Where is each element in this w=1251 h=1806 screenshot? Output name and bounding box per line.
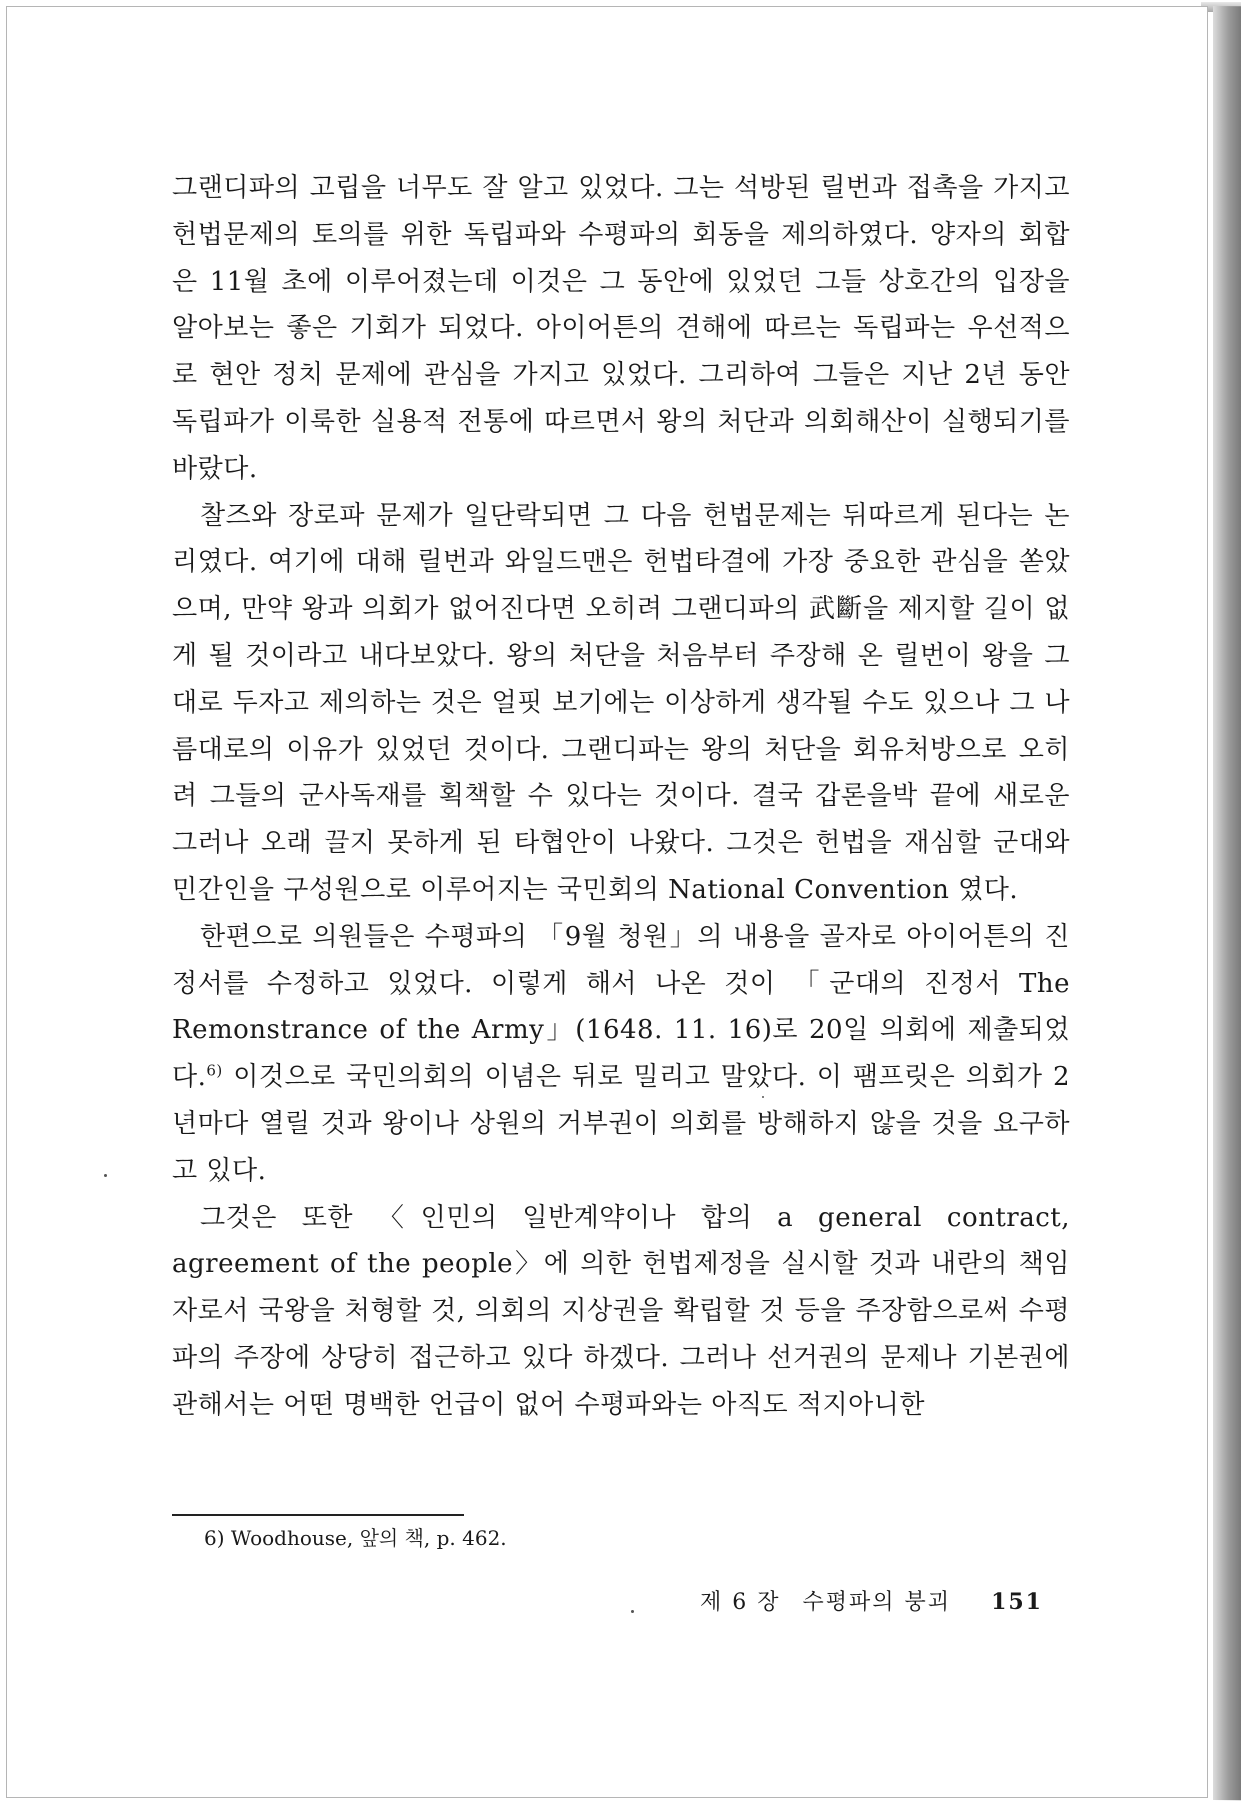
chapter-label: 제 6 장 xyxy=(700,1590,781,1615)
paragraph-3-text-after: 이것으로 국민의회의 이념은 뒤로 밀리고 말았다. 이 팸프릿은 의회가 2년마다 열릴 것과 왕이나 상원의 거부권이 의회를 방해하지 않을 것을 요구하고 있다. xyxy=(172,1062,1070,1186)
chapter-title: 수평파의 붕괴 xyxy=(802,1590,952,1615)
footnote-divider xyxy=(172,1514,464,1516)
scan-speck xyxy=(104,1174,107,1177)
paragraph-3 xyxy=(172,914,1070,1195)
running-footer xyxy=(700,1587,1043,1618)
footnote-reference[interactable]: 6) xyxy=(206,1061,223,1080)
paragraph-4: 그것은 또한 〈인민의 일반계약이나 합의 a general contract, agreement of the people〉에 의한 헌법제정을 실시할 것과 내란의 책임자로서 국왕을 처형할 것, 의회의 지상권을 확립할 것 등을 주장함으로써 수평파의 주장에 상당히 접근하고 있다 하겠다. 그러나 선거권의 문제나 기본권에 관해서는 어떤 명백한 언급이 없어 수평파와는 아직도 적지아니한 xyxy=(172,1202,1070,1420)
scan-speck xyxy=(762,1096,764,1098)
paragraph-1: 그랜디파의 고립을 너무도 잘 알고 있었다. 그는 석방된 릴번과 접촉을 가지고 헌법문제의 토의를 위한 독립파와 수평파의 회동을 제의하였다. 양자의 회합은 11월 초에 이루어졌는데 이것은 그 동안에 있었던 그들 상호간의 입장을 알아보는 좋은 기회가 되었다. 아이어튼의 견해에 따르는 독립파는 우선적으로 현안 정치 문제에 관심을 가지고 있었다. 그리하여 그들은 지난 2년 동안 독립파가 이룩한 실용적 전통에 따르면서 왕의 처단과 의회해산이 실행되기를 바랐다. xyxy=(172,173,1070,484)
page-number: 151 xyxy=(991,1589,1043,1615)
body-text xyxy=(172,165,1070,1429)
footnote-6: 6) Woodhouse, 앞의 책, p. 462. xyxy=(204,1526,507,1550)
paragraph-3-text: 한편으로 의원들은 수평파의 「9월 청원」의 내용을 골자로 아이어튼의 진정서를 수정하고 있었다. 이렇게 해서 나온 것이 「군대의 진정서 The Remonstrance of the Army」(1648. 11. 16)로 20일 의회에 제출되었다. xyxy=(172,921,1070,1093)
scan-speck xyxy=(631,1610,634,1613)
page-edge-shadow xyxy=(1213,6,1241,1800)
paragraph-2: 찰즈와 장로파 문제가 일단락되면 그 다음 헌법문제는 뒤따르게 된다는 논리였다. 여기에 대해 릴번과 와일드맨은 헌법타결에 가장 중요한 관심을 쏟았으며, 만약 왕과 의회가 없어진다면 오히려 그랜디파의 武斷을 제지할 길이 없게 될 것이라고 내다보았다. 왕의 처단을 처음부터 주장해 온 릴번이 왕을 그대로 두자고 제의하는 것은 얼핏 보기에는 이상하게 생각될 수도 있으나 그 나름대로의 이유가 있었던 것이다. 그랜디파는 왕의 처단을 회유처방으로 오히려 그들의 군사독재를 획책할 수 있다는 것이다. 결국 갑론을박 끝에 새로운 그러나 오래 끌지 못하게 된 타협안이 나왔다. 그것은 헌법을 재심할 군대와 민간인을 구성원으로 이루어지는 국민회의 National Convention 였다. xyxy=(172,500,1070,905)
